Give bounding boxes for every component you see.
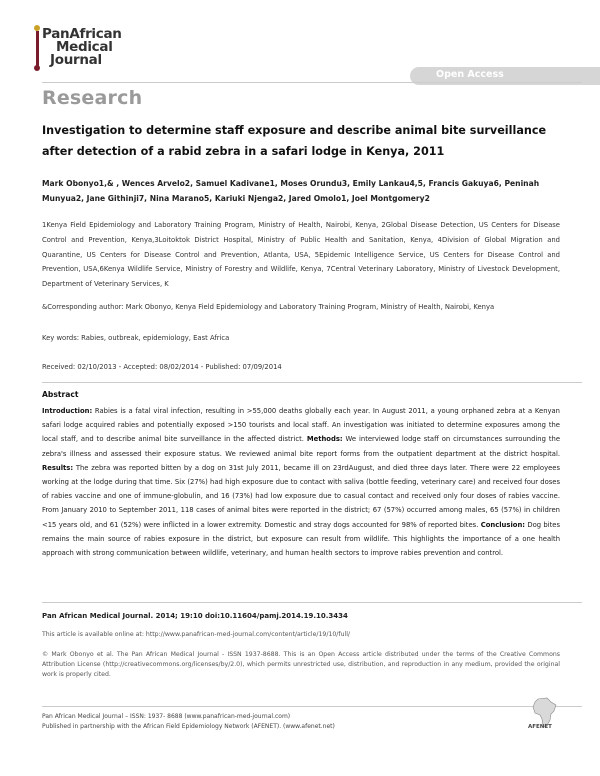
- conclusion-label: Conclusion:: [480, 520, 525, 529]
- footer-line-1: Pan African Medical Journal – ISSN: 1937- 8688 (www.panafrican-med-journal.com): [42, 713, 291, 720]
- conclusion-text: Dog bites remains the main source of rabies exposure in the district, but exposure can result from wildlife. This highlights the importance of a one health approach with strong communication between wildlife, veterinary, and human health sectors to improve rabies prevention and control.: [42, 520, 560, 558]
- methods-label: Methods:: [306, 435, 343, 444]
- corresponding-author: &Corresponding author: Mark Obonyo, Kenya Field Epidemiology and Laboratory Training Program, Ministry of Health, Nairobi, Kenya: [42, 303, 495, 311]
- logo-line-3: Journal: [50, 52, 102, 68]
- divider: [42, 706, 582, 707]
- methods-text: We interviewed lodge staff on circumstances surrounding the zebra's illness and assessed their exposure status. We reviewed animal bite report forms from the outpatient department at the district hospital.: [42, 435, 561, 458]
- results-label: Results:: [42, 463, 74, 472]
- article-title: Investigation to determine staff exposure and describe animal bite surveillance after detection of a rabid zebra in a safari lodge in Kenya, 2011: [42, 124, 547, 158]
- logo-dot-icon: [34, 25, 40, 31]
- logo-bar: [36, 31, 39, 67]
- footer: [42, 712, 502, 732]
- affiliations: 1Kenya Field Epidemiology and Laboratory Training Program, Ministry of Health, Nairobi, Kenya, 2Global Disease Detection, US Centers for Disease Control and Prevention, Kenya,3Loitoktok District Hospital, Ministry of Public Health and Sanitation, Kenya, 4Division of Global Migration and Quarantine, US Centers for Disease Control and Prevention, Atlanta, USA, 5Epidemic Intelligence Service, US Centers for Disease Control and Prevention, USA,6Kenya Wildlife Service, Ministry of Forestry and Wildlife, Kenya, 7Central Veterinary Laboratory, Ministry of Livestock Development, Department of Veterinary Services, K: [42, 221, 560, 289]
- abstract-body: [42, 404, 560, 560]
- open-access-label: Open Access: [436, 69, 504, 80]
- afenet-label: AFENET: [528, 724, 552, 730]
- footer-line-2: Published in partnership with the African Field Epidemiology Network (AFENET). (www.afenet.net): [42, 723, 335, 730]
- author-list: [42, 176, 560, 206]
- intro-text: Rabies is a fatal viral infection, resulting in >55,000 deaths globally each year. In August 2011, a young orphaned zebra at a Kenyan safari lodge acquired rabies and potentially exposed >150 tourists and local staff. An investigation was initiated to determine exposures among the local staff, and to describe animal bite surveillance in the affected district.: [42, 407, 560, 444]
- section-heading: Research: [42, 87, 143, 109]
- divider: [42, 602, 582, 603]
- journal-logo: [36, 27, 156, 77]
- abstract-heading: Abstract: [42, 390, 79, 399]
- logo-dot-icon: [34, 65, 40, 71]
- copyright-notice: © Mark Obonyo et al. The Pan African Medical Journal - ISSN 1937-8688. This is an Open Access article distributed under the terms of the Creative Commons Attribution License (http://creativecommons.org/licenses/by/2.0), which permits unrestricted use, distribution, and reproduction in any medium, provided the original work is properly cited.: [42, 651, 560, 678]
- citation: Pan African Medical Journal. 2014; 19:10 doi:10.11604/pamj.2014.19.10.3434: [42, 612, 348, 620]
- divider: [42, 82, 582, 83]
- intro-label: Introduction:: [42, 407, 93, 415]
- keywords: Key words: Rabies, outbreak, epidemiology, East Africa: [42, 334, 230, 342]
- logo-line-2: Medical: [56, 39, 113, 55]
- results-text: The zebra was reported bitten by a dog on 31st July 2011, became ill on 23rdAugust, and died three days later. There were 22 employees working at the lodge during that time. Six (27%) had high exposure due to contact with saliva (bottle feeding, veterinary care) and received four doses of rabies vaccine and one of immune-globulin, and 16 (73%) had low exposure due to casual contact and received only four doses of rabies vaccine. From January 2010 to September 2011, 118 cases of animal bites were reported in the district; 67 (57%) occurred among males, 65 (57%) in children <15 years old, and 61 (52%) were inflicted in a lower extremity. Domestic and stray dogs accounted for 98% of reported bites.: [42, 463, 560, 529]
- publication-dates: Received: 02/10/2013 - Accepted: 08/02/2014 - Published: 07/09/2014: [42, 363, 282, 371]
- divider: [42, 382, 582, 383]
- availability-link[interactable]: This article is available online at: http://www.panafrican-med-journal.com/content/article/19/10/full/: [42, 631, 351, 638]
- authors-text: Mark Obonyo1,& , Wences Arvelo2, Samuel Kadivane1, Moses Orundu3, Emily Lankau4,5, Francis Gakuya6, Peninah Munyua2, Jane Githinji7, Nina Marano5, Kariuki Njenga2, Jared Omolo1, Joel Montgomery2: [42, 179, 540, 203]
- logo-line-1: PanAfrican: [42, 26, 122, 42]
